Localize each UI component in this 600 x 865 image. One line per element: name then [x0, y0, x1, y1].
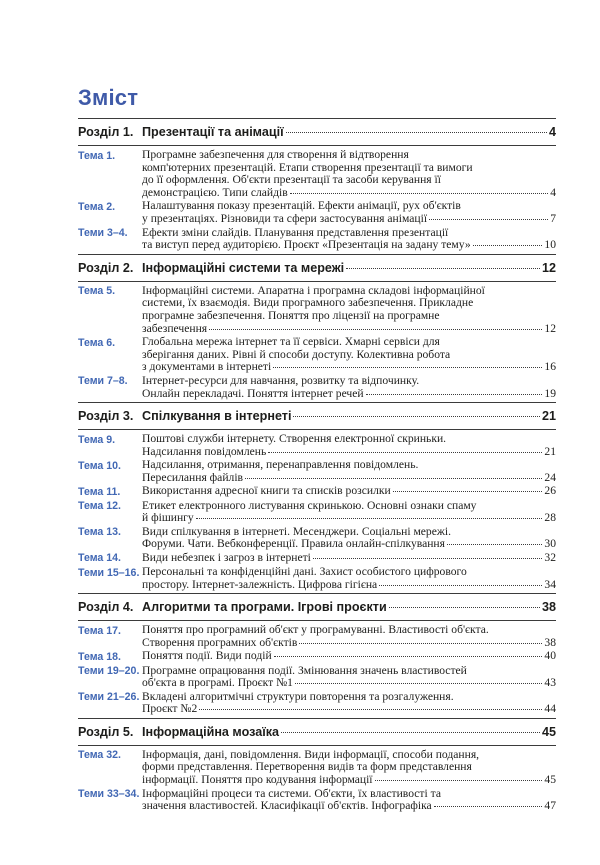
- toc-section: [78, 118, 556, 252]
- dot-leader: [434, 806, 543, 807]
- topic-line: [142, 375, 556, 388]
- topic-line-text: Етикет електронного листування скринькою. Основні ознаки спаму: [142, 498, 477, 512]
- topic-line-text: системи, їх взаємодія. Види програмного забезпечення. Прикладне: [142, 296, 474, 310]
- dot-leader: [429, 219, 548, 220]
- topic-page-number: 26: [544, 484, 556, 498]
- topic-entry[interactable]: [78, 200, 556, 225]
- toc-sections: [78, 118, 556, 813]
- topic-line: [142, 691, 556, 704]
- topic-number: Теми 3–4.: [78, 227, 128, 240]
- topic-line-text: Поняття події. Види подій: [142, 649, 272, 663]
- topic-text: [142, 624, 556, 649]
- topic-line: [142, 433, 556, 446]
- topic-line-text: Ефекти зміни слайдів. Планування представлення презентації: [142, 225, 449, 239]
- topic-number: Теми 19–20.: [78, 665, 140, 677]
- topic-entry[interactable]: [78, 285, 556, 335]
- topic-line-text: Поштові служби інтернету. Створення електронної скриньки.: [142, 432, 447, 446]
- topic-number: Тема 2.: [78, 200, 116, 213]
- topic-line-text: значення властивостей. Класифікації об'єктів. Інфографіка: [142, 799, 432, 813]
- section-heading[interactable]: [78, 124, 556, 146]
- topic-line-text: Онлайн перекладачі. Поняття інтернет речей: [142, 386, 364, 400]
- topic-line-text: Поняття про програмний об'єкт у програмуванні. Властивості об'єкта.: [142, 623, 489, 637]
- section-number: Розділ 5.: [78, 724, 134, 739]
- topic-line: [142, 239, 556, 252]
- topic-text: [142, 665, 556, 690]
- topic-line-text: об'єкта в програмі. Проєкт №1: [142, 676, 293, 690]
- section-heading[interactable]: [78, 724, 556, 746]
- dot-leader: [375, 780, 543, 781]
- topic-line: [142, 213, 556, 226]
- topic-line-text: Види спілкування в інтернеті. Месенджери. Соціальні мережі.: [142, 524, 451, 538]
- topic-line-text: Програмне опрацювання події. Змінювання значень властивостей: [142, 663, 467, 677]
- topic-line: [142, 637, 556, 650]
- dot-leader: [245, 478, 542, 479]
- topic-page-number: 30: [544, 537, 556, 551]
- topic-line-text: простору. Інтернет-залежність. Цифрова гігієна: [142, 577, 378, 591]
- topic-page-number: 16: [544, 360, 556, 374]
- topic-text: [142, 433, 556, 458]
- topic-text: [142, 749, 556, 787]
- topic-line: [142, 388, 556, 401]
- topic-line: [142, 579, 556, 592]
- topic-line: [142, 323, 556, 336]
- topic-text: [142, 227, 556, 252]
- topic-number: Тема 11.: [78, 485, 121, 498]
- dot-leader: [295, 683, 542, 684]
- topic-entry[interactable]: [78, 749, 556, 787]
- topic-entry[interactable]: [78, 552, 556, 565]
- topic-number: Тема 9.: [78, 433, 116, 446]
- topic-number: Тема 14.: [78, 552, 121, 565]
- topic-line-text: програмне забезпечення. Поняття про ліцензії на програмне: [142, 308, 440, 322]
- topic-entry[interactable]: [78, 149, 556, 199]
- dot-leader: [196, 518, 543, 519]
- dot-leader: [209, 329, 542, 330]
- section-number: Розділ 4.: [78, 600, 134, 615]
- toc-section: [78, 254, 556, 400]
- topic-page-number: 21: [544, 444, 556, 458]
- topic-line-text: забезпечення: [142, 321, 208, 335]
- topic-text: [142, 459, 556, 484]
- topic-line: [142, 552, 556, 565]
- topic-line: [142, 361, 556, 374]
- topic-line-text: комп'ютерних презентацій. Етапи створення презентації та вимоги: [142, 160, 473, 174]
- topic-number: Теми 21–26.: [78, 691, 140, 704]
- topic-number: Тема 1.: [78, 149, 116, 162]
- section-title: Спілкування в інтернеті: [142, 409, 292, 424]
- topic-line-text: у презентаціях. Різновиди та сфери застосування анімації: [142, 211, 428, 225]
- topic-number: Тема 6.: [78, 336, 116, 349]
- topic-entry[interactable]: [78, 691, 556, 716]
- topic-page-number: 40: [544, 649, 556, 663]
- section-title: Інформаційні системи та мережі: [142, 260, 345, 275]
- section-heading[interactable]: [78, 599, 556, 621]
- topic-line: [142, 149, 556, 162]
- dot-leader: [281, 732, 540, 733]
- topic-line-text: Програмне забезпечення для створення й відтворення: [142, 148, 409, 161]
- topic-text: [142, 200, 556, 225]
- topic-number: Теми 15–16.: [78, 566, 140, 579]
- topic-entry[interactable]: [78, 566, 556, 591]
- toc-title: Зміст: [78, 85, 139, 110]
- topic-page-number: 12: [544, 321, 556, 335]
- topic-line: [142, 677, 556, 690]
- topic-number: Тема 5.: [78, 285, 116, 298]
- section-title: Алгоритми та програми. Ігрові проєкти: [142, 600, 387, 615]
- dot-leader: [313, 558, 543, 559]
- topic-line-text: з документами в інтернеті: [142, 360, 272, 374]
- topic-text: [142, 500, 556, 525]
- topic-text: [142, 650, 556, 663]
- dot-leader: [273, 367, 542, 368]
- dot-leader: [389, 607, 540, 608]
- dot-leader: [299, 643, 542, 644]
- section-heading[interactable]: [78, 408, 556, 430]
- topic-entry[interactable]: [78, 624, 556, 649]
- topic-number: Тема 13.: [78, 526, 121, 539]
- topic-number: Тема 10.: [78, 459, 121, 472]
- section-page-number: 45: [541, 724, 556, 739]
- topic-page-number: 45: [544, 773, 556, 787]
- topic-entry[interactable]: [78, 650, 556, 663]
- topic-line-text: Види небезпек і загроз в інтернеті: [142, 550, 311, 564]
- topic-number: Тема 32.: [78, 749, 121, 762]
- dot-leader: [274, 656, 543, 657]
- topic-text: [142, 788, 556, 813]
- topic-text: [142, 375, 556, 400]
- topic-line-text: Налаштування показу презентацій. Ефекти анімації, рух об'єктів: [142, 199, 461, 213]
- topic-line: [142, 703, 556, 716]
- topic-text: [142, 336, 556, 374]
- dot-leader: [379, 585, 542, 586]
- topic-entry[interactable]: [78, 336, 556, 374]
- dot-leader: [290, 193, 548, 194]
- toc-section: [78, 593, 556, 716]
- topic-line: [142, 174, 556, 187]
- table-of-contents: [78, 84, 556, 814]
- topic-entry[interactable]: [78, 500, 556, 525]
- topic-line-text: Персональні та конфіденційні дані. Захист особистого цифрового: [142, 565, 467, 579]
- topic-entry[interactable]: [78, 375, 556, 400]
- topic-line-text: Надсилання повідомлень: [142, 444, 267, 458]
- topic-line: [142, 512, 556, 525]
- topic-page-number: 38: [544, 635, 556, 649]
- dot-leader: [366, 394, 543, 395]
- topic-line-text: демонстрацією. Типи слайдів: [142, 185, 288, 199]
- topic-page-number: 24: [544, 470, 556, 484]
- topic-page-number: 43: [544, 676, 556, 690]
- topic-line: [142, 310, 556, 323]
- section-title: Інформаційна мозаїка: [142, 724, 280, 739]
- toc-section: [78, 718, 556, 813]
- topic-line: [142, 485, 556, 498]
- topic-line: [142, 538, 556, 551]
- topic-line-text: Форуми. Чати. Вебконференції. Правила онлайн-спілкування: [142, 537, 445, 551]
- topic-line: [142, 650, 556, 663]
- topic-entry[interactable]: [78, 526, 556, 551]
- topic-entry[interactable]: [78, 227, 556, 252]
- section-number: Розділ 2.: [78, 260, 134, 275]
- topic-line-text: Інформаційні процеси та системи. Об'єкти, їх властивості та: [142, 786, 441, 800]
- topic-line-text: Інформація, дані, повідомлення. Види інформації, способи подання,: [142, 747, 480, 761]
- topic-line-text: Використання адресної книги та списків розсилки: [142, 484, 391, 498]
- dot-leader: [473, 245, 543, 246]
- topic-line-text: й фішингу: [142, 511, 194, 525]
- topic-entry[interactable]: [78, 485, 556, 498]
- topic-line-text: Інформаційні системи. Апаратна і програмна складові інформаційної: [142, 283, 485, 297]
- topic-line-text: інформації. Поняття про кодування інформації: [142, 773, 373, 787]
- topic-line-text: Проєкт №2: [142, 702, 198, 716]
- topic-line: [142, 472, 556, 485]
- topic-line: [142, 566, 556, 579]
- topic-entry[interactable]: [78, 788, 556, 813]
- topic-line: [142, 624, 556, 637]
- section-heading[interactable]: [78, 260, 556, 282]
- topic-line-text: та виступ перед аудиторією. Проєкт «Презентація на задану тему»: [142, 238, 471, 252]
- dot-leader: [447, 544, 542, 545]
- dot-leader: [199, 709, 542, 710]
- topic-line: [142, 459, 556, 472]
- topic-page-number: 47: [544, 799, 556, 813]
- topic-text: [142, 285, 556, 335]
- topic-line-text: Інтернет-ресурси для навчання, розвитку та відпочинку.: [142, 373, 420, 387]
- topic-page-number: 34: [544, 577, 556, 591]
- section-page-number: 38: [541, 600, 556, 615]
- topic-text: [142, 526, 556, 551]
- topic-number: Тема 18.: [78, 650, 121, 663]
- topic-line: [142, 187, 556, 200]
- section-number: Розділ 1.: [78, 125, 134, 139]
- topic-number: Тема 17.: [78, 624, 121, 637]
- topic-number: Теми 7–8.: [78, 375, 128, 388]
- section-page-number: 21: [541, 409, 556, 424]
- topic-page-number: 4: [550, 185, 556, 199]
- topic-page-number: 7: [550, 211, 556, 225]
- topic-line-text: Вкладені алгоритмічні структури повторення та розгалуження.: [142, 689, 454, 703]
- topic-page-number: 19: [544, 386, 556, 400]
- topic-entry[interactable]: [78, 433, 556, 458]
- topic-page-number: 44: [544, 702, 556, 716]
- topic-line-text: Створення програмних об'єктів: [142, 635, 298, 649]
- dot-leader: [293, 416, 540, 417]
- section-title: Презентації та анімації: [142, 125, 284, 139]
- topic-line-text: форми представлення. Перетворення видів та форм представлення: [142, 760, 472, 774]
- topic-page-number: 10: [544, 238, 556, 252]
- topic-line-text: Пересилання файлів: [142, 470, 244, 484]
- topic-text: [142, 552, 556, 565]
- topic-line: [142, 500, 556, 513]
- topic-page-number: 28: [544, 511, 556, 525]
- dot-leader: [268, 452, 542, 453]
- section-page-number: 12: [541, 260, 556, 275]
- topic-text: [142, 566, 556, 591]
- topic-line-text: зберігання даних. Рівні й способи доступу. Колективна робота: [142, 347, 451, 361]
- topic-line: [142, 446, 556, 459]
- topic-line-text: Надсилання, отримання, перенаправлення повідомлень.: [142, 458, 419, 472]
- dot-leader: [286, 132, 547, 133]
- dot-leader: [393, 491, 543, 492]
- topic-number: Тема 12.: [78, 500, 121, 513]
- topic-line: [142, 336, 556, 349]
- topic-entry[interactable]: [78, 459, 556, 484]
- section-number: Розділ 3.: [78, 409, 134, 424]
- topic-number: Теми 33–34.: [78, 788, 140, 801]
- topic-line: [142, 800, 556, 813]
- toc-section: [78, 402, 556, 591]
- topic-text: [142, 485, 556, 498]
- topic-line-text: Глобальна мережа інтернет та її сервіси. Хмарні сервіси для: [142, 335, 440, 349]
- section-page-number: 4: [548, 125, 556, 139]
- topic-page-number: 32: [544, 550, 556, 564]
- topic-text: [142, 691, 556, 716]
- topic-entry[interactable]: [78, 665, 556, 690]
- topic-text: [142, 149, 556, 199]
- dot-leader: [346, 268, 540, 269]
- topic-line: [142, 774, 556, 787]
- topic-line-text: до її оформлення. Об'єкти презентації та засоби керування її: [142, 173, 441, 187]
